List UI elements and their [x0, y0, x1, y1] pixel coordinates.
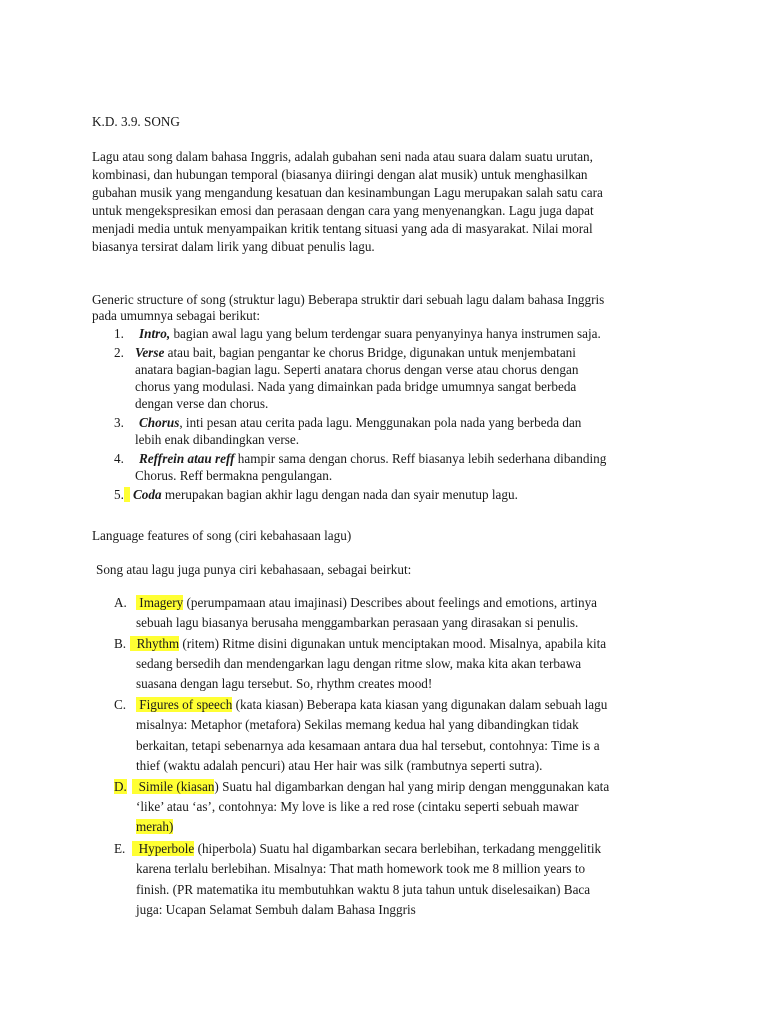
feature-cont: ‘like’ atau ‘as’, contohnya: My love is like a red rose (cintaku seperti sebuah mawar — [136, 799, 579, 814]
structure-item-text: , inti pesan atau cerita pada lagu. Menggunakan pola nada yang berbeda dan — [179, 415, 582, 430]
feature-letter: C. — [114, 697, 127, 712]
feature-term: Figures of speech — [139, 697, 233, 712]
structure-item-text: atau bait, bagian pengantar ke chorus Bridge, digunakan untuk menjembatani — [164, 345, 576, 360]
feature-cont: sebuah lagu biasanya berusaha menggambarkan perasaan yang dirasakan si penulis. — [136, 615, 579, 630]
feature-cont: thief (waktu adalah pencuri) atau Her hair was silk (rambutnya seperti sutra). — [136, 758, 543, 773]
features-heading: Language features of song (ciri kebahasaan lagu) — [92, 528, 352, 543]
structure-item-text: bagian awal lagu yang belum terdengar suara penyanyinya hanya instrumen saja. — [170, 326, 601, 341]
structure-item-term: Coda — [133, 487, 162, 502]
structure-item-cont: anatara bagian-bagian lagu. Seperti anatara chorus dengan verse atau chorus dengan — [135, 362, 579, 377]
structure-item-text: merupakan bagian akhir lagu dengan nada dan syair menutup lagu. — [161, 487, 518, 502]
structure-item-term: Chorus — [139, 415, 180, 430]
structure-item-cont: Chorus. Reff bermakna pengulangan. — [135, 468, 333, 483]
feature-cont: juga: Ucapan Selamat Sembuh dalam Bahasa Inggris — [136, 902, 416, 917]
feature-cont: misalnya: Metaphor (metafora) Sekilas memang kedua hal yang dibandingkan tidak — [136, 717, 579, 732]
feature-item — [136, 594, 597, 612]
feature-cont: berkaitan, tetapi sebenarnya ada kesamaan antara dua hal tersebut, contohnya: Time is a — [136, 738, 600, 753]
feature-letter: E. — [114, 841, 126, 856]
structure-item-cont: chorus yang modulasi. Nada yang dimainkan pada bridge umumnya sangat berbeda — [135, 379, 577, 394]
feature-item — [136, 696, 607, 714]
structure-item — [139, 414, 581, 432]
feature-text: ) Suatu hal digambarkan dengan hal yang mirip dengan menggunakan kata — [214, 779, 610, 794]
highlighted-text: merah) — [136, 819, 174, 834]
structure-intro-line: pada umumnya sebagai berikut: — [92, 308, 261, 323]
structure-item-cont: dengan verse dan chorus. — [135, 396, 269, 411]
structure-item-cont: lebih enak dibandingkan verse. — [135, 432, 300, 447]
structure-item-term: Intro, — [139, 326, 171, 341]
structure-item-number: 4. — [114, 451, 124, 466]
feature-letter — [114, 778, 127, 796]
feature-cont: sedang bersedih dan mendengarkan lagu dengan ritme slow, maka kita akan terbawa — [136, 656, 582, 671]
feature-term: Rhythm — [136, 636, 180, 651]
feature-cont: finish. (PR matematika itu membutuhkan waktu 8 juta tahun untuk diselesaikan) Baca — [136, 882, 591, 897]
structure-item-number: 2. — [114, 345, 124, 360]
intro-line: menjadi media untuk menyampaikan kritik tentang situasi yang ada di masyarakat. Nilai moral — [92, 221, 593, 236]
feature-text: (kata kiasan) Beberapa kata kiasan yang digunakan dalam sebuah lagu — [232, 697, 608, 712]
structure-item-number: 1. — [114, 326, 124, 341]
structure-item — [135, 344, 576, 362]
structure-item — [139, 325, 601, 343]
feature-item — [130, 635, 606, 653]
structure-item — [139, 450, 606, 468]
structure-item-number: 3. — [114, 415, 124, 430]
structure-intro-line: Generic structure of song (struktur lagu) Beberapa struktir dari sebuah lagu dalam bahasa Inggris — [92, 292, 605, 307]
structure-item-text: hampir sama dengan chorus. Reff biasanya lebih sederhana dibanding — [234, 451, 607, 466]
feature-letter-text: D. — [114, 779, 127, 794]
feature-term: Simile (kiasan — [138, 779, 215, 794]
structure-item-term: Reffrein atau reff — [139, 451, 235, 466]
feature-text: (hiperbola) Suatu hal digambarkan secara berlebihan, terkadang menggelitik — [194, 841, 602, 856]
feature-letter: B. — [114, 636, 127, 651]
intro-line: gubahan musik yang mengandung kesatuan dan kesinambungan Lagu merupakan salah satu cara — [92, 185, 603, 200]
intro-line: Lagu atau song dalam bahasa Inggris, adalah gubahan seni nada atau suara dalam suatu urutan, — [92, 149, 593, 164]
feature-term: Imagery — [139, 595, 184, 610]
highlight-mark — [124, 487, 131, 502]
feature-text: (ritem) Ritme disini digunakan untuk menciptakan mood. Misalnya, apabila kita — [179, 636, 607, 651]
intro-line: biasanya tersirat dalam lirik yang dibuat penulis lagu. — [92, 239, 375, 254]
structure-item-term: Verse — [135, 345, 165, 360]
feature-cont: suasana dengan lagu tersebut. So, rhythm creates mood! — [136, 676, 433, 691]
feature-letter: A. — [114, 595, 127, 610]
feature-cont: karena terlalu berlebihan. Misalnya: That math homework took me 8 million years to — [136, 861, 586, 876]
intro-line: untuk mengekspresikan emosi dan perasaan dengan cara yang menyenangkan. Lagu juga dapat — [92, 203, 594, 218]
structure-item-number — [114, 486, 130, 504]
features-intro: Song atau lagu juga punya ciri kebahasaan, sebagai beirkut: — [96, 562, 412, 577]
intro-line: kombinasi, dan hubungan temporal (biasanya diiringi dengan alat musik) untuk menghasilkan — [92, 167, 588, 182]
feature-item — [132, 840, 601, 858]
feature-text: (perumpamaan atau imajinasi) Describes about feelings and emotions, artinya — [183, 595, 598, 610]
feature-term: Hyperbole — [138, 841, 195, 856]
feature-cont — [136, 818, 173, 836]
structure-item — [133, 486, 518, 504]
feature-item — [132, 778, 609, 796]
document-heading: K.D. 3.9. SONG — [92, 114, 180, 129]
structure-item-number-text: 5. — [114, 487, 124, 502]
